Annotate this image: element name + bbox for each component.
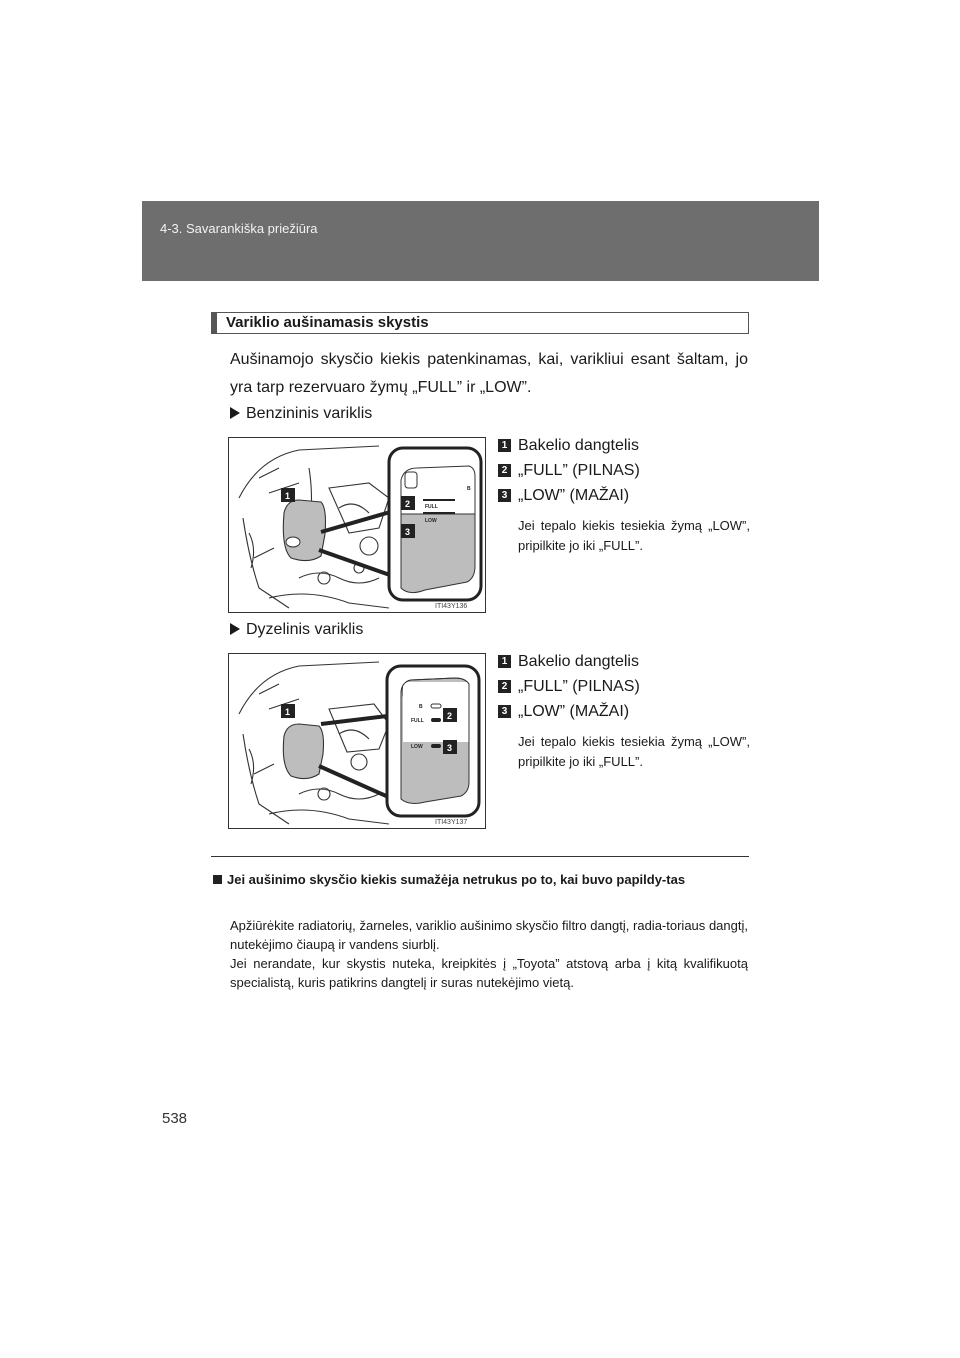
diesel-legend bbox=[498, 652, 750, 772]
legend-item bbox=[498, 436, 750, 461]
legend-label: Bakelio dangtelis bbox=[518, 653, 639, 670]
legend-item bbox=[498, 652, 750, 677]
figure-code: ITI43Y137 bbox=[435, 819, 468, 826]
section-divider bbox=[211, 856, 749, 857]
legend-note: Jei tepalo kiekis tesiekia žymą „LOW”, pripilkite jo iki „FULL”. bbox=[518, 518, 750, 553]
notice-heading bbox=[213, 870, 748, 890]
notice-paragraph-2: Jei nerandate, kur skystis nuteka, kreipkitės į „Toyota” atstovą arba į kitą kvalifikuotą specialistą, kuris patikrins dangtelį ir suras nutekėjimo vietą. bbox=[230, 956, 748, 990]
number-badge: 1 bbox=[498, 655, 511, 668]
chapter-title: 4-3. Savarankiška priežiūra bbox=[160, 221, 318, 236]
figure-label-low: LOW bbox=[425, 518, 437, 524]
legend-label: „FULL” (PILNAS) bbox=[518, 462, 640, 479]
number-badge: 2 bbox=[498, 464, 511, 477]
legend-note: Jei tepalo kiekis tesiekia žymą „LOW”, pripilkite jo iki „FULL”. bbox=[518, 734, 750, 769]
number-badge: 3 bbox=[498, 489, 511, 502]
legend-label: „FULL” (PILNAS) bbox=[518, 678, 640, 695]
section-title: Variklio aušinamasis skystis bbox=[226, 314, 429, 331]
legend-item bbox=[498, 702, 750, 727]
engine-illustration bbox=[229, 438, 485, 612]
square-bullet-icon bbox=[213, 875, 222, 884]
callout-3: 3 bbox=[447, 743, 453, 753]
petrol-engine-figure bbox=[228, 437, 486, 613]
legend-label: Bakelio dangtelis bbox=[518, 437, 639, 454]
petrol-legend bbox=[498, 436, 750, 556]
legend-item bbox=[498, 677, 750, 702]
callout-1: 1 bbox=[285, 707, 291, 717]
title-bar-marker bbox=[212, 313, 217, 333]
chapter-header bbox=[142, 201, 819, 281]
diesel-engine-figure bbox=[228, 653, 486, 829]
figure-label-low: LOW bbox=[411, 744, 423, 750]
callout-2: 2 bbox=[447, 711, 453, 721]
legend-item bbox=[498, 486, 750, 511]
petrol-heading-text: Benzininis variklis bbox=[246, 405, 373, 422]
legend-label: „LOW” (MAŽAI) bbox=[518, 487, 630, 504]
engine-illustration bbox=[229, 654, 485, 828]
figure-label-b: B bbox=[467, 486, 471, 492]
callout-1: 1 bbox=[285, 491, 291, 501]
petrol-heading bbox=[230, 405, 372, 423]
number-badge: 3 bbox=[498, 705, 511, 718]
legend-item bbox=[498, 461, 750, 486]
figure-label-full: FULL bbox=[411, 718, 424, 724]
notice-heading-text: Jei aušinimo skysčio kiekis sumažėja netrukus po to, kai buvo papildy-tas bbox=[227, 872, 686, 887]
callout-3: 3 bbox=[405, 527, 411, 537]
page-number: 538 bbox=[162, 1110, 188, 1127]
number-badge: 1 bbox=[498, 439, 511, 452]
intro-paragraph: Aušinamojo skysčio kiekis patenkinamas, kai, varikliui esant šaltam, jo yra tarp rezervuaro žymų „FULL” ir „LOW”. bbox=[230, 351, 748, 396]
diesel-heading-text: Dyzelinis variklis bbox=[246, 621, 364, 638]
notice-body bbox=[230, 916, 748, 992]
triangle-bullet-icon bbox=[230, 623, 240, 635]
section-title-box bbox=[211, 312, 749, 334]
figure-code: ITI43Y136 bbox=[435, 603, 468, 610]
diesel-heading bbox=[230, 621, 363, 639]
callout-2: 2 bbox=[405, 499, 411, 509]
notice-paragraph-1: Apžiūrėkite radiatorių, žarneles, variklio aušinimo skysčio filtro dangtį, radia-toriaus dangtį, nutekėjimo čiaupą ir vandens siurblį. bbox=[230, 918, 748, 952]
legend-label: „LOW” (MAŽAI) bbox=[518, 703, 630, 720]
figure-label-b: B bbox=[419, 704, 423, 710]
number-badge: 2 bbox=[498, 680, 511, 693]
figure-label-full: FULL bbox=[425, 504, 438, 510]
triangle-bullet-icon bbox=[230, 407, 240, 419]
